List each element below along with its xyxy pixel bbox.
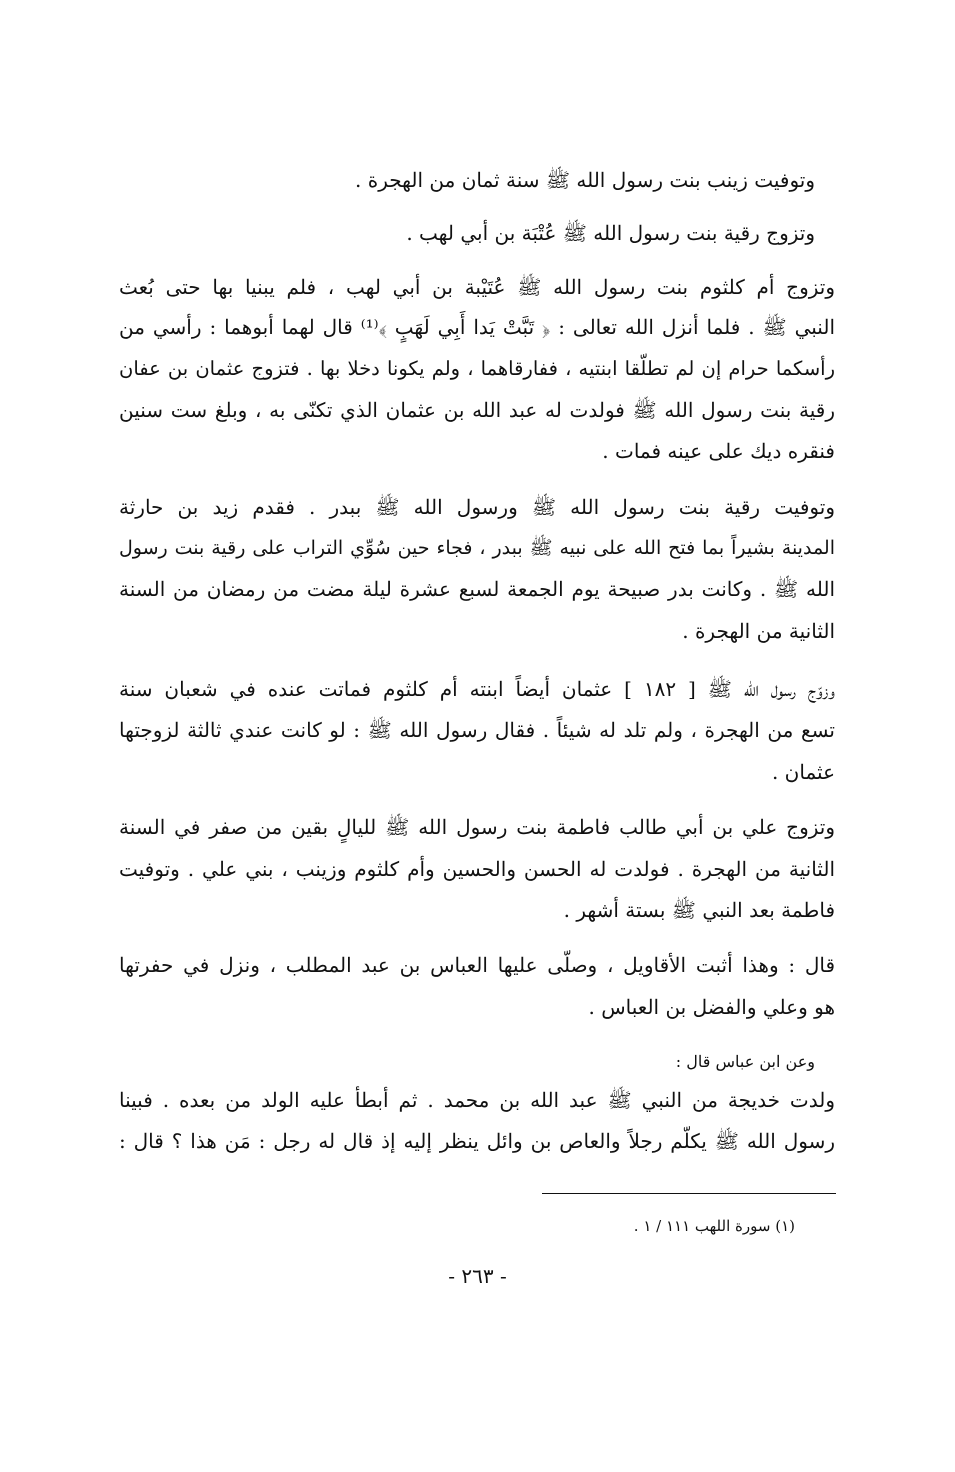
text-line: رسول الله ﷺ يكلّم رجلاً والعاص بن وائل ينظر إليه إذ قال له رجل : مَن هذا ؟ قال : <box>119 1129 835 1153</box>
text-line: وتزوج أم كلثوم بنت رسول الله ﷺ عُتَيْبة بن أبي لهب ، فلم يبنيا بها حتى بُعث <box>119 275 835 299</box>
text-line: الله ﷺ . وكانت بدر صبيحة يوم الجمعة لسبع عشرة ليلة مضت من رمضان من السنة <box>119 577 835 601</box>
footnote: (١) سورة اللهب ١١١ / ١ . <box>633 1217 795 1235</box>
text-line: الثانية من الهجرة . فولدت له الحسن والحسين وأم كلثوم وزينب ، بني علي . وتوفيت <box>119 857 835 881</box>
text-line: النبي ﷺ . فلما أنزل الله تعالى : ﴿ تَبَّتْ يَدا أَبِي لَهَبٍ ﴾⁽¹⁾ قال لهما أبوهما : رأسي من <box>119 315 835 339</box>
text-line: قال : وهذا أثبت الأقاويل ، وصلّى عليها العباس بن عبد المطلب ، ونزل في حفرتها <box>119 953 835 977</box>
text-line: المدينة بشيراً بما فتح الله على نبيه ﷺ ببدر ، فجاء حين سُوِّي التراب على رقية بنت رسول <box>119 537 835 559</box>
text-line: وتوفيت زينب بنت رسول الله ﷺ سنة ثمان من الهجرة . <box>355 168 815 192</box>
text-line: ولدت خديجة من النبي ﷺ عبد الله بن محمد . ثم أبطأ عليه الولد من بعده . فبينا <box>119 1088 835 1112</box>
footnote-divider <box>542 1193 836 1194</box>
text-line: وتوفيت رقية بنت رسول الله ﷺ ورسول الله ﷺ ببدر . فقدم زيد بن حارثة <box>119 495 835 519</box>
text-line: رقية بنت رسول الله ﷺ فولدت له عبد الله بن عثمان الذي تكنّى به ، وبلغ ست سنين <box>119 398 835 422</box>
text-line: فنقره ديك على عينه فمات . <box>602 439 835 463</box>
text-line: وعن ابن عباس قال : <box>675 1052 815 1071</box>
text-line: وزوّج رسول الله ﷺ [ ١٨٢ ] عثمان أيضاً ابنته أم كلثوم فماتت عنده في شعبان سنة <box>119 677 835 701</box>
text-line: الثانية من الهجرة . <box>682 619 835 643</box>
text-line: عثمان . <box>771 760 835 784</box>
text-line: رأسكما حرام إن لم تطلّقا ابنتيه ، ففارقاهما ، ولم يكونا دخلا بها . فتزوج عثمان بن عفان <box>119 357 835 380</box>
text-line: تسع من الهجرة ، ولم تلد له شيئاً . فقال رسول الله ﷺ : لو كانت عندي ثالثة لزوجتها <box>119 718 835 742</box>
page-number: - ٢٦٣ - <box>448 1264 507 1288</box>
text-line: وتزوج علي بن أبي طالب فاطمة بنت رسول الله ﷺ لليالٍ بقين من صفر في السنة <box>119 815 835 839</box>
text-line: هو وعلي والفضل بن العباس . <box>588 995 835 1019</box>
text-line: فاطمة بعد النبي ﷺ بستة أشهر . <box>563 898 835 922</box>
text-line: وتزوج رقية بنت رسول الله ﷺ عُتْبَة بن أبي لهب . <box>406 221 815 245</box>
